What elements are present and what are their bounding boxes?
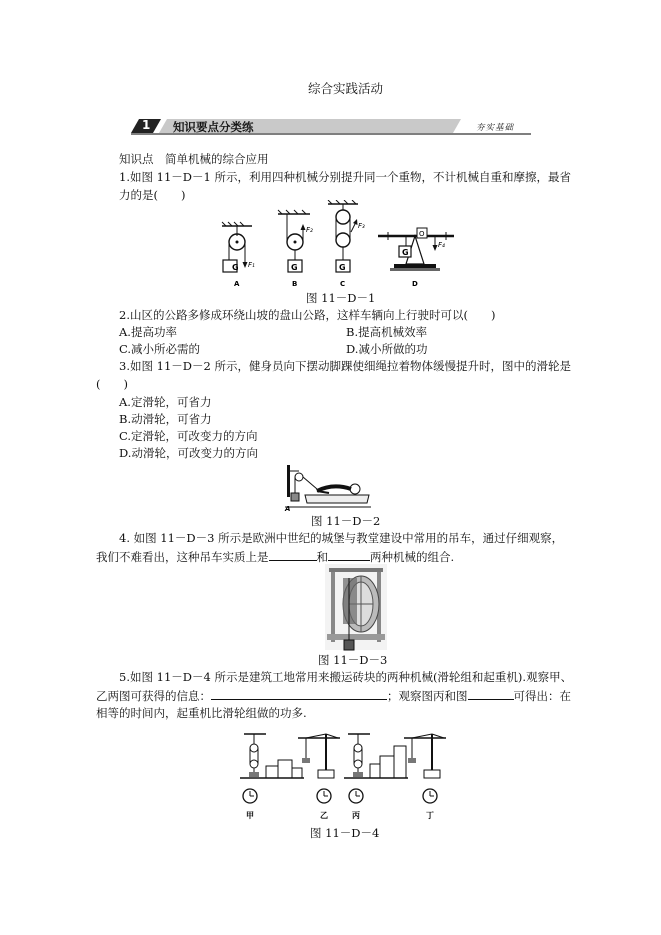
q1-stem-line1: 1.如图 11－D－1 所示，利用四种机械分别提升同一个重物，不计机械自重和摩擦，最省 (119, 170, 571, 184)
q3-option-c: C.定滑轮，可改变力的方向 (119, 429, 258, 443)
section-banner (131, 117, 531, 135)
q3-option-a: A.定滑轮，可省力 (119, 395, 212, 409)
fig4-panel-bing (344, 734, 408, 778)
q3-option-d: D.动滑轮，可改变力的方向 (119, 446, 258, 460)
fig1-weight-c: G (339, 263, 346, 272)
fig1-force-f1: F₁ (248, 261, 255, 269)
banner-number: 1 (142, 118, 151, 132)
fig4-clock-ding (423, 789, 437, 803)
q2-option-d: D.减小所做的功 (346, 342, 428, 356)
q5-stem-line2 (96, 688, 571, 703)
q5-blank-1[interactable] (211, 688, 387, 700)
q2-option-b: B.提高机械效率 (346, 325, 428, 339)
fig1-label-a: A (234, 280, 240, 288)
q2-stem: 2.山区的公路多修成环绕山坡的盘山公路，这样车辆向上行驶时可以( ) (119, 308, 496, 322)
fig4-clock-bing (349, 789, 363, 803)
q4-blank-1[interactable] (269, 549, 317, 561)
fig1-force-f4: F₄ (438, 241, 445, 249)
q5-stem-line2-part2: ；观察图丙和图 (387, 689, 468, 703)
q2-option-c: C.减小所必需的 (119, 342, 201, 356)
figure-11-d-2-caption: 图 11－D－2 (311, 514, 381, 528)
q5-stem-line3: 相等的时间内，起重机比滑轮组做的功多. (96, 706, 307, 720)
banner-right-text: 夯实基础 (476, 123, 515, 133)
q4-blank-2[interactable] (328, 549, 370, 561)
figure-11-d-3-caption: 图 11－D－3 (318, 653, 388, 667)
q3-stem-line2: ( ) (96, 377, 128, 391)
q3-option-b: B.动滑轮，可省力 (119, 412, 212, 426)
fig4-label-yi: 乙 (320, 811, 328, 820)
fig1-machine-d (378, 228, 454, 271)
knowledge-point-heading: 知识点 简单机械的综合应用 (119, 152, 269, 166)
figure-11-d-2 (283, 463, 373, 515)
fig1-weight-d: G (402, 248, 409, 257)
q4-stem-line2-part2: 和 (316, 550, 328, 564)
q4-stem-line2-part1: 我们不难看出，这种吊车实质上是 (96, 550, 269, 564)
figure-11-d-4-caption: 图 11－D－4 (310, 826, 380, 840)
q5-blank-2[interactable] (468, 688, 514, 700)
q5-stem-line2-part3: 可得出：在 (513, 689, 571, 703)
figure-11-d-1 (210, 200, 460, 292)
figure-11-d-4 (236, 730, 448, 824)
fig4-label-jia: 甲 (246, 811, 254, 820)
q4-stem-line2 (96, 549, 454, 564)
fig4-clock-yi (317, 789, 331, 803)
fig4-panel-jia (240, 734, 304, 778)
banner-label: 知识要点分类练 (173, 120, 254, 134)
fig1-label-c: C (340, 280, 346, 288)
fig4-label-ding: 丁 (426, 811, 434, 820)
fig1-weight-a: G (232, 263, 239, 272)
fig4-label-bing: 丙 (352, 811, 360, 820)
fig1-label-b: B (292, 280, 298, 288)
page-title: 综合实践活动 (308, 81, 384, 96)
q5-stem-line1: 5.如图 11－D－4 所示是建筑工地常用来搬运砖块的两种机械(滑轮组和起重机).观察甲、 (119, 670, 573, 684)
fig4-panel-ding (404, 734, 446, 778)
fig4-clock-jia (243, 789, 257, 803)
fig1-force-f2: F₂ (306, 226, 313, 234)
fig4-panel-yi (298, 734, 340, 778)
q2-option-a: A.提高功率 (119, 325, 177, 339)
q4-stem-line2-part3: 两种机械的组合. (370, 550, 455, 564)
q1-stem-line2: 力的是( ) (119, 188, 186, 202)
fig1-weight-b: G (291, 263, 298, 272)
fig1-force-f3: F₃ (358, 222, 365, 230)
figure-11-d-3 (325, 564, 387, 654)
q3-stem-line1: 3.如图 11－D－2 所示，健身员向下摆动脚踝使细绳拉着物体缓慢提升时，图中的滑轮是 (119, 359, 571, 373)
fig1-point-o: O (419, 230, 425, 238)
fig2-label-a: A (285, 505, 291, 513)
figure-11-d-1-caption: 图 11－D－1 (306, 291, 376, 305)
fig1-label-d: D (412, 280, 418, 288)
q4-stem-line1: 4. 如图 11－D－3 所示是欧洲中世纪的城堡与教堂建设中常用的吊车，通过仔细观察， (119, 531, 564, 545)
fig1-machine-c (328, 200, 358, 272)
q5-stem-line2-part1: 乙两图可获得的信息： (96, 689, 211, 703)
